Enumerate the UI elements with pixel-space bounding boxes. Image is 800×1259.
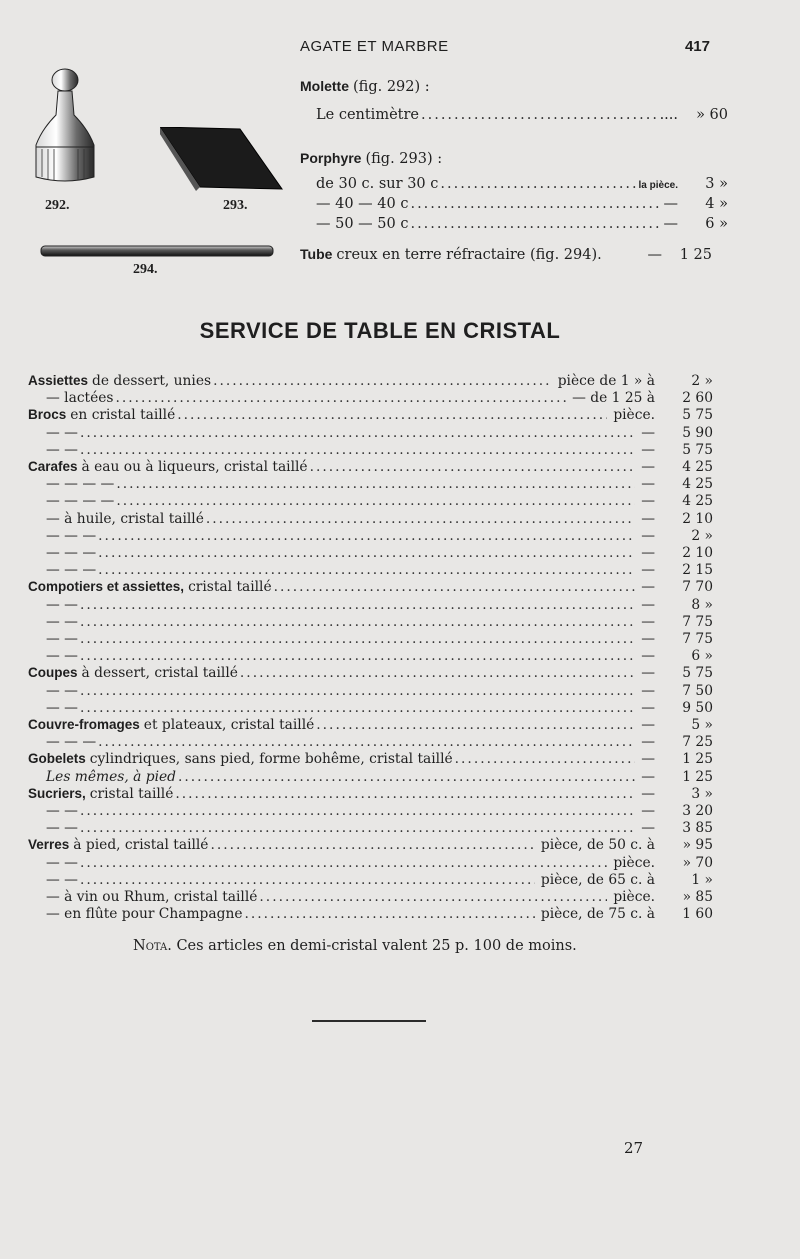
item-price: 7 70	[682, 579, 713, 596]
item-description: — —	[46, 424, 78, 441]
item-name: Couvre-fromages	[28, 717, 140, 732]
item-price: 7 75	[682, 613, 713, 630]
item-unit: pièce, de 65 c. à	[540, 871, 655, 888]
table-row	[28, 683, 713, 700]
tube-figure	[37, 243, 277, 259]
item-description: — — —	[46, 734, 97, 751]
item-unit: —	[641, 441, 655, 458]
list-item: Molette (fig. 292) :	[300, 78, 430, 95]
list-item: — 50 — 50 c ..... — 6 »	[300, 216, 728, 236]
item-description: à eau ou à liqueurs, cristal taillé	[81, 459, 308, 475]
item-description: — — —	[46, 527, 97, 544]
list-item: Porphyre (fig. 293) :	[300, 150, 443, 167]
divider-rule	[312, 1020, 426, 1022]
item-price: 6 »	[691, 648, 713, 665]
item-price: 1 »	[691, 871, 713, 888]
table-row	[28, 425, 713, 442]
table-row	[28, 837, 713, 854]
item-name: Sucriers,	[28, 785, 86, 801]
item-unit: pièce, de 75 c. à	[540, 906, 655, 923]
table-row	[28, 511, 713, 528]
table-row	[28, 528, 713, 545]
item-unit: —	[641, 768, 655, 785]
table-row	[28, 562, 713, 579]
table-row	[28, 407, 713, 424]
item-description: — lactées	[46, 390, 114, 407]
item-unit: —	[641, 631, 655, 647]
item-unit: —	[641, 785, 655, 802]
list-item: de 30 c. sur 30 c ..... la pièce. 3 »	[300, 176, 728, 196]
nota-label: Nota.	[133, 938, 172, 954]
item-price: 2 15	[682, 562, 713, 579]
nota-text: Ces articles en demi-cristal valent 25 p. 100 de moins.	[176, 938, 577, 954]
item-price: 2 10	[682, 545, 713, 561]
table-row	[28, 820, 713, 837]
item-price: 1 25	[682, 751, 713, 768]
item-price: 7 50	[682, 682, 713, 699]
item-name: Carafes	[28, 459, 78, 474]
table-row	[28, 631, 713, 648]
item-unit: —	[641, 665, 655, 682]
table-row	[28, 872, 713, 889]
table-row	[28, 493, 713, 510]
table-row	[28, 597, 713, 614]
folio: 27	[624, 1139, 644, 1157]
item-unit: —	[641, 682, 655, 699]
item-description: — —	[46, 682, 78, 699]
item-name: Verres	[28, 837, 70, 853]
item-name: Compotiers et assiettes,	[28, 579, 185, 595]
item-price: » 85	[682, 889, 713, 905]
item-price: 8 »	[691, 596, 713, 613]
item-name: Coupes	[28, 665, 78, 681]
item-unit: —	[641, 510, 655, 527]
item-description: — —	[46, 613, 78, 630]
item-unit: —	[641, 493, 655, 510]
item-price: 1 60	[682, 906, 713, 923]
item-price: 7 25	[682, 734, 713, 751]
table-row	[28, 442, 713, 459]
item-description: — — — —	[46, 476, 115, 493]
item-price: 5 »	[691, 717, 713, 733]
item-description: — en flûte pour Champagne	[46, 906, 243, 923]
table-row	[28, 545, 713, 562]
item-price: 4 25	[682, 476, 713, 493]
item-price: 3 20	[682, 803, 713, 819]
table-row	[28, 889, 713, 906]
item-description: — — — —	[46, 493, 115, 510]
item-unit: —	[641, 751, 655, 768]
item-unit: —	[641, 820, 655, 837]
table-row	[28, 614, 713, 631]
item-price: » 95	[682, 837, 713, 854]
item-price: 4 25	[682, 493, 713, 510]
item-unit: —	[641, 562, 655, 579]
table-row	[28, 648, 713, 665]
item-description: et plateaux, cristal taillé	[143, 717, 315, 733]
item-description: — —	[46, 820, 78, 837]
item-unit: —	[641, 476, 655, 493]
item-unit: — de 1 25 à	[572, 390, 655, 407]
item-description: cristal taillé	[89, 785, 174, 802]
item-price: 7 75	[682, 631, 713, 647]
item-description: en cristal taillé	[70, 407, 176, 424]
item-description: — —	[46, 871, 78, 888]
fig-292-label: 292.	[45, 198, 70, 213]
item-unit: —	[641, 424, 655, 441]
figures-area	[25, 65, 285, 290]
table-row	[28, 717, 713, 734]
molette-figure	[30, 67, 110, 197]
table-row	[28, 700, 713, 717]
table-row	[28, 579, 713, 596]
item-description: cylindriques, sans pied, forme bohême, cristal taillé	[89, 751, 453, 768]
page-number: 417	[684, 38, 710, 55]
item-unit: pièce.	[613, 407, 655, 424]
item-description: — —	[46, 699, 78, 716]
item-description: — —	[46, 854, 78, 871]
item-unit: —	[641, 734, 655, 751]
running-title: AGATE ET MARBRE	[300, 38, 449, 55]
item-unit: —	[641, 613, 655, 630]
list-item: Tube creux en terre réfractaire (fig. 294). — 1 25	[300, 246, 712, 263]
table-row	[28, 803, 713, 820]
item-unit: pièce.	[613, 889, 655, 905]
table-row	[28, 906, 713, 923]
item-unit: —	[641, 459, 655, 475]
table-row	[28, 786, 713, 803]
item-description: — — —	[46, 562, 97, 579]
item-description: à dessert, cristal taillé	[81, 665, 238, 682]
list-item: Le centimètre ..... .... » 60	[300, 107, 728, 127]
table-row	[28, 751, 713, 768]
fig-294-label: 294.	[133, 262, 158, 277]
item-price: 4 25	[682, 459, 713, 475]
item-unit: —	[641, 545, 655, 561]
fig-293-label: 293.	[223, 198, 248, 213]
item-unit: —	[641, 803, 655, 819]
item-description: — à vin ou Rhum, cristal taillé	[46, 889, 258, 905]
item-description: à pied, cristal taillé	[73, 837, 209, 854]
item-description: — —	[46, 648, 78, 665]
list-item: — 40 — 40 c ..... — 4 »	[300, 196, 728, 216]
table-row	[28, 665, 713, 682]
item-name: Gobelets	[28, 751, 86, 767]
item-price: 3 85	[682, 820, 713, 837]
item-description: — —	[46, 803, 78, 819]
item-unit: —	[641, 596, 655, 613]
item-description: — —	[46, 631, 78, 647]
table-row	[28, 390, 713, 407]
table-row	[28, 855, 713, 872]
item-description: cristal taillé	[188, 579, 272, 596]
item-description: — à huile, cristal taillé	[46, 510, 204, 527]
item-description: — —	[46, 596, 78, 613]
item-price: 1 25	[682, 768, 713, 785]
table-row	[28, 476, 713, 493]
item-price: 2 »	[691, 373, 713, 389]
item-description: — —	[46, 441, 78, 458]
item-price: 5 75	[682, 407, 713, 424]
table-row	[28, 769, 713, 786]
item-description: — — —	[46, 545, 97, 561]
item-description: Les mêmes, à pied	[46, 768, 176, 785]
item-price: 5 90	[682, 424, 713, 441]
item-unit: —	[641, 527, 655, 544]
item-price: 5 75	[682, 441, 713, 458]
item-unit: —	[641, 648, 655, 665]
nota-note	[133, 938, 577, 954]
item-price: 2 60	[682, 390, 713, 407]
item-unit: pièce de 1 » à	[557, 373, 655, 389]
item-name: Brocs	[28, 407, 67, 423]
item-description: de dessert, unies	[92, 373, 212, 389]
item-price: 9 50	[682, 699, 713, 716]
item-price: 2 »	[691, 527, 713, 544]
item-unit: —	[641, 699, 655, 716]
item-unit: pièce.	[613, 854, 655, 871]
porphyre-figure	[160, 127, 285, 197]
running-header	[0, 38, 800, 58]
section-title: SERVICE DE TABLE EN CRISTAL	[199, 318, 561, 343]
item-price: » 70	[682, 854, 713, 871]
item-price: 5 75	[682, 665, 713, 682]
item-unit: —	[641, 579, 655, 596]
table-row	[28, 459, 713, 476]
table-row	[28, 734, 713, 751]
item-price: 3 »	[691, 785, 713, 802]
item-unit: —	[641, 717, 655, 733]
item-unit: pièce, de 50 c. à	[540, 837, 655, 854]
item-name: Assiettes	[28, 373, 89, 388]
item-price: 2 10	[682, 510, 713, 527]
table-row	[28, 373, 713, 390]
